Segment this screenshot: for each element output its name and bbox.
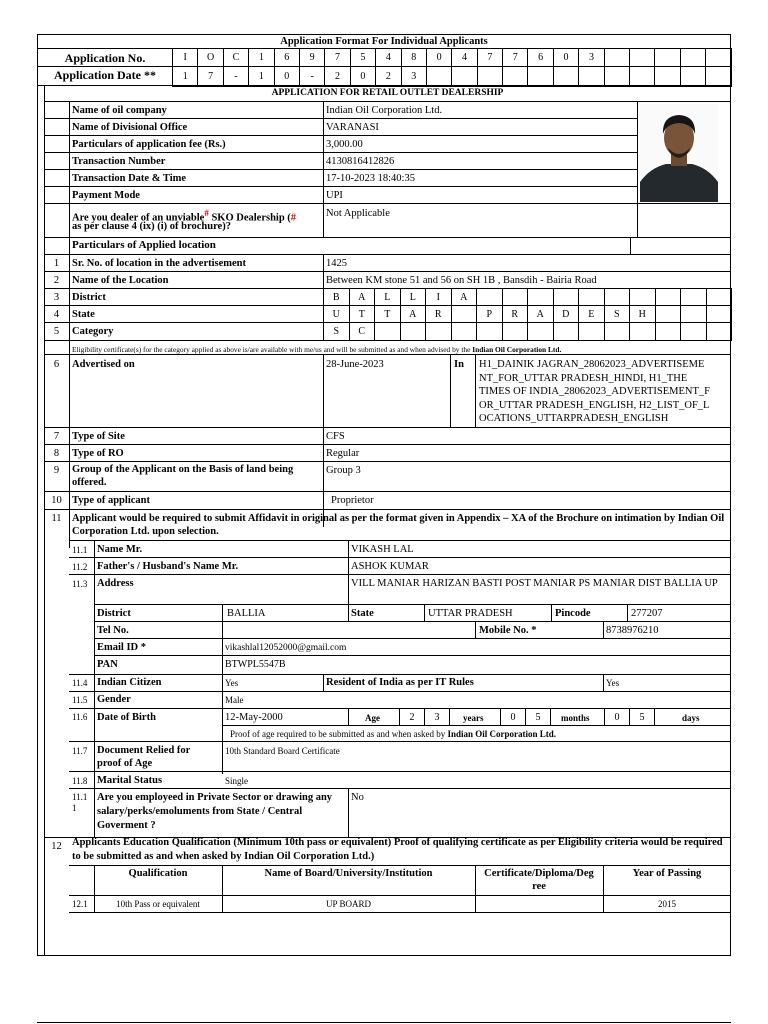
district-char-grid (323, 288, 732, 306)
edu-row-number: 12.1 (72, 899, 88, 909)
value-address-state: UTTAR PRADESH (428, 608, 513, 619)
value-location-name: Between KM stone 51 and 56 on SH 1B , Bansdih - Bairia Road (326, 275, 597, 286)
state-char-cell: H (630, 306, 656, 323)
label-location-name: Name of the Location (72, 275, 169, 286)
app-date-cell: 1 (173, 67, 198, 87)
label-email: Email ID * (97, 642, 147, 653)
age-months-cell: 0 (501, 709, 526, 726)
value-advertised-in-2: NT_FOR_UTTAR PRADESH_HINDI, H1_THE (479, 372, 688, 384)
app-no-cell: 0 (553, 49, 578, 67)
label-location-sr-no: Sr. No. of location in the advertisement (72, 258, 247, 269)
row-2-number: 2 (53, 275, 60, 286)
age-days-cell: 5 (630, 709, 655, 726)
value-divisional-office: VARANASI (326, 122, 379, 133)
row-12-number: 12 (51, 841, 62, 852)
app-date-cell (604, 67, 629, 87)
app-no-cell (655, 49, 680, 67)
category-char-cell (477, 323, 503, 341)
category-char-cell (655, 323, 681, 341)
state-char-cell: A (528, 306, 554, 323)
state-char-grid (323, 305, 732, 323)
app-date-cell: 1 (249, 67, 274, 87)
app-date-cell (553, 67, 578, 87)
label-years: years (463, 713, 484, 723)
category-char-grid (323, 322, 732, 341)
label-fee: Particulars of application fee (Rs.) (72, 139, 226, 150)
category-char-cell (375, 323, 401, 341)
app-no-cell: C (223, 49, 248, 67)
district-char-cell: L (375, 289, 401, 306)
app-date-cell: - (299, 67, 324, 87)
value-sko-dealer: Not Applicable (326, 208, 390, 219)
district-char-cell (604, 289, 630, 306)
age-years-grid (399, 708, 450, 726)
value-fee: 3,000.00 (326, 139, 363, 150)
value-advertised-in-3: TIMES OF INDIA_28062023_ADVERTISEMENT_F (479, 386, 710, 397)
state-char-cell (655, 306, 681, 323)
state-char-cell: D (553, 306, 579, 323)
value-pincode: 277207 (631, 608, 663, 619)
value-employed: No (351, 792, 364, 803)
value-pan: BTWPL5547B (225, 659, 286, 670)
num-11-7: 11.7 (72, 746, 88, 756)
affidavit-note: Applicant would be required to submit Affidavit in original as per the format given in Appendix – XA of the Brochure on intimation by Indian Oil Corporation Ltd. upon selection. (72, 513, 725, 537)
state-char-cell: A (400, 306, 426, 323)
age-months-grid (500, 708, 551, 726)
value-applicant-type: Proprietor (331, 495, 374, 506)
label-address: Address (97, 578, 134, 589)
category-char-cell (579, 323, 605, 341)
value-name: VIKASH LAL (351, 544, 414, 555)
label-sko-dealer-line2: as per clause 4 (ix) (i) of brochure)? (72, 221, 231, 232)
app-date-cell: 2 (325, 67, 350, 87)
value-transaction-datetime: 17-10-2023 18:40:35 (326, 173, 415, 184)
row-11-number: 11 (51, 513, 62, 524)
app-no-cell (680, 49, 705, 67)
label-category: Category (72, 326, 114, 337)
label-advertised-on: Advertised on (72, 359, 135, 370)
app-no-cell: 6 (274, 49, 299, 67)
district-char-cell (579, 289, 605, 306)
row-7-number: 7 (53, 431, 60, 442)
app-no-cell (706, 49, 731, 67)
state-char-cell: T (349, 306, 375, 323)
category-char-cell (630, 323, 656, 341)
state-char-cell: R (502, 306, 528, 323)
edu-row-board: UP BOARD (326, 899, 371, 909)
col-year: Year of Passing (632, 868, 702, 879)
app-no-cell: 4 (452, 49, 477, 67)
value-mobile: 8738976210 (606, 625, 659, 636)
label-tel: Tel No. (97, 625, 129, 636)
label-applicant-group: Group of the Applicant on the Basis of land being offered. (72, 464, 294, 488)
app-date-cell (706, 67, 731, 87)
state-char-cell: R (426, 306, 452, 323)
state-char-cell: S (604, 306, 630, 323)
label-site-type: Type of Site (72, 431, 125, 442)
app-date-cell (579, 67, 604, 87)
num-11-8: 11.8 (72, 776, 88, 786)
state-char-cell: U (324, 306, 350, 323)
particulars-heading: Particulars of Applied location (72, 239, 216, 251)
num-11-1: 11.1 (72, 545, 88, 555)
num-11-3: 11.3 (72, 579, 88, 589)
col-certificate: Certificate/Diploma/Deg ree (484, 868, 594, 892)
label-resident: Resident of India as per IT Rules (326, 677, 474, 688)
label-age: Age (365, 713, 380, 723)
label-mobile: Mobile No. * (479, 625, 537, 636)
app-no-cell: 9 (299, 49, 324, 67)
age-months-cell: 5 (526, 709, 551, 726)
district-char-cell (502, 289, 528, 306)
category-char-cell (528, 323, 554, 341)
state-char-cell: T (375, 306, 401, 323)
app-date-cell (528, 67, 553, 87)
district-char-cell (655, 289, 681, 306)
app-no-cell: 3 (579, 49, 604, 67)
age-years-cell: 3 (425, 709, 450, 726)
eligibility-note: Eligibility certificate(s) for the category applied as above is/are available with me/us and will be submitted as and when advised by the Indian Oil Corporation Ltd. (72, 345, 562, 354)
row-4-number: 4 (53, 309, 60, 320)
value-dob: 12-May-2000 (225, 712, 283, 723)
label-sko-dealer: Are you dealer of an unviable# SKO Dealership (# (72, 208, 297, 224)
app-date-cell: 7 (198, 67, 223, 87)
value-address: VILL MANIAR HARIZAN BASTI POST MANIAR PS MANIAR DIST BALLIA UP (351, 578, 718, 589)
col-qualification: Qualification (128, 868, 188, 879)
edu-row-qualification: 10th Pass or equivalent (116, 899, 200, 909)
row-3-number: 3 (53, 292, 60, 303)
row-9-number: 9 (53, 465, 60, 476)
applicant-photo (640, 104, 718, 202)
state-char-cell: E (579, 306, 605, 323)
app-date-grid (172, 66, 732, 87)
value-location-sr-no: 1425 (326, 258, 347, 269)
label-payment-mode: Payment Mode (72, 190, 140, 201)
value-indian-citizen: Yes (225, 678, 239, 688)
category-char-cell (426, 323, 452, 341)
label-days: days (682, 713, 700, 723)
value-advertised-in-4: OR_UTTAR PRADESH_ENGLISH, H2_LIST_OF_L (479, 399, 710, 411)
app-no-cell (604, 49, 629, 67)
app-date-cell (426, 67, 451, 87)
app-date-cell: - (223, 67, 248, 87)
label-gender: Gender (97, 694, 131, 705)
category-char-cell (502, 323, 528, 341)
district-char-cell (528, 289, 554, 306)
app-no-cell: O (198, 49, 223, 67)
num-11-2: 11.2 (72, 562, 88, 572)
district-char-cell: L (400, 289, 426, 306)
app-date-label: Application Date ** (54, 68, 156, 82)
label-advertised-in: In (454, 359, 464, 370)
value-resident: Yes (606, 678, 620, 688)
label-district: District (72, 292, 106, 303)
app-date-cell: 3 (401, 67, 426, 87)
value-site-type: CFS (326, 431, 345, 442)
app-no-cell (630, 49, 655, 67)
label-oil-company: Name of oil company (72, 105, 167, 116)
app-no-label: Application No. (64, 51, 146, 65)
app-no-cell: 8 (401, 49, 426, 67)
app-date-cell (630, 67, 655, 87)
value-father-name: ASHOK KUMAR (351, 561, 429, 572)
label-address-state: State (351, 608, 374, 619)
app-date-cell (680, 67, 705, 87)
app-no-cell: 6 (528, 49, 553, 67)
label-state: State (72, 309, 95, 320)
footer-rule (37, 1022, 731, 1023)
value-advertised-date: 28-June-2023 (326, 359, 384, 370)
app-no-cell: 7 (477, 49, 502, 67)
label-ro-type: Type of RO (72, 448, 124, 459)
category-char-cell (706, 323, 732, 341)
num-11-6: 11.6 (72, 712, 88, 722)
value-advertised-in-1: H1_DAINIK JAGRAN_28062023_ADVERTISEME (479, 359, 705, 370)
value-payment-mode: UPI (326, 190, 343, 201)
app-date-cell: 2 (376, 67, 401, 87)
value-address-district: BALLIA (227, 608, 266, 619)
app-date-cell: 0 (350, 67, 375, 87)
category-char-cell: C (349, 323, 375, 341)
education-heading: Applicants Education Qualification (Minimum 10th pass or equivalent) Proof of qualifying certificate as per Eligibility criteria would be required to be submitted as and when asked by Indian Oil Corporation Ltd.) (72, 837, 723, 862)
row-1-number: 1 (53, 258, 60, 269)
row-5-number: 5 (53, 326, 60, 337)
age-days-cell: 0 (605, 709, 630, 726)
value-email: vikashlal12052000@gmail.com (225, 643, 347, 653)
edu-row-year: 2015 (658, 899, 676, 909)
state-char-cell (451, 306, 477, 323)
value-marital: Single (225, 776, 249, 786)
category-char-cell (451, 323, 477, 341)
app-date-cell (452, 67, 477, 87)
district-char-cell: I (426, 289, 452, 306)
app-no-cell: 0 (426, 49, 451, 67)
label-applicant-type: Type of applicant (72, 495, 150, 506)
category-char-cell (604, 323, 630, 341)
category-char-cell: S (324, 323, 350, 341)
label-marital: Marital Status (97, 775, 163, 786)
state-char-cell (706, 306, 732, 323)
district-char-cell (477, 289, 503, 306)
col-board: Name of Board/University/Institution (264, 868, 433, 879)
district-char-cell: A (451, 289, 477, 306)
district-char-cell: A (349, 289, 375, 306)
num-11-5: 11.5 (72, 695, 88, 705)
form-title: Application Format For Individual Applicants (280, 36, 488, 47)
district-char-cell (706, 289, 732, 306)
state-char-cell (681, 306, 707, 323)
row-6-number: 6 (53, 359, 60, 370)
age-days-grid (604, 708, 655, 726)
row-8-number: 8 (53, 448, 60, 459)
value-gender: Male (225, 695, 244, 705)
label-father-name: Father's / Husband's Name Mr. (97, 561, 239, 572)
num-11-4: 11.4 (72, 678, 88, 688)
app-no-cell: 5 (350, 49, 375, 67)
label-transaction-number: Transaction Number (72, 156, 166, 167)
form-subtitle: APPLICATION FOR RETAIL OUTLET DEALERSHIP (271, 88, 504, 98)
label-address-district: District (97, 608, 131, 619)
value-applicant-group: Group 3 (326, 465, 361, 476)
row-10-number: 10 (51, 495, 62, 506)
app-date-cell (503, 67, 528, 87)
app-no-grid (172, 48, 732, 67)
district-char-cell (553, 289, 579, 306)
label-name: Name Mr. (97, 544, 143, 555)
label-pincode: Pincode (555, 608, 591, 619)
app-date-cell: 0 (274, 67, 299, 87)
app-no-cell: 7 (503, 49, 528, 67)
app-no-cell: 1 (249, 49, 274, 67)
value-ro-type: Regular (326, 448, 360, 459)
label-dob: Date of Birth (97, 712, 156, 723)
category-char-cell (681, 323, 707, 341)
label-doc-relied: Document Relied for proof of Age (97, 745, 191, 769)
district-char-cell: B (324, 289, 350, 306)
label-pan: PAN (97, 659, 118, 670)
age-years-cell: 2 (400, 709, 425, 726)
state-char-cell: P (477, 306, 503, 323)
label-indian-citizen: Indian Citizen (97, 677, 162, 688)
label-months: months (561, 713, 590, 723)
district-char-cell (630, 289, 656, 306)
label-divisional-office: Name of Divisional Office (72, 122, 188, 133)
label-transaction-datetime: Transaction Date & Time (72, 173, 187, 184)
value-advertised-in-5: OCATIONS_UTTARPRADESH_ENGLISH (479, 413, 669, 424)
app-date-cell (477, 67, 502, 87)
value-oil-company: Indian Oil Corporation Ltd. (326, 105, 443, 116)
value-doc-relied: 10th Standard Board Certificate (225, 746, 340, 756)
value-transaction-number: 4130816412826 (326, 156, 395, 167)
category-char-cell (553, 323, 579, 341)
app-no-cell: I (173, 49, 198, 67)
app-date-cell (655, 67, 680, 87)
label-employed: Are you employeed in Private Sector or drawing any salary/perks/emoluments from State / Central Goverment ? (97, 792, 333, 831)
district-char-cell (681, 289, 707, 306)
category-char-cell (400, 323, 426, 341)
num-11-11: 11.1 1 (72, 792, 88, 813)
app-no-cell: 4 (376, 49, 401, 67)
app-no-cell: 7 (325, 49, 350, 67)
age-proof-note: Proof of age required to be submitted as and when asked by Indian Oil Corporation Ltd. (230, 729, 556, 739)
